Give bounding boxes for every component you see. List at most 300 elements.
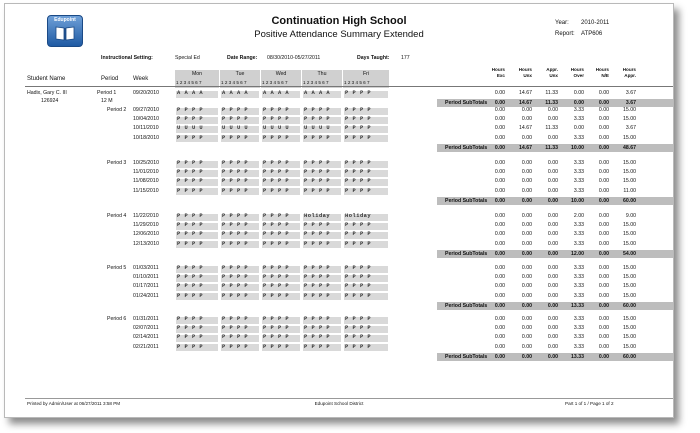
hours-column-header: Unx xyxy=(523,73,532,78)
attendance-pattern: P P P P xyxy=(263,265,290,271)
attendance-pattern: P P P P xyxy=(345,231,372,238)
hours-value: 0.00 xyxy=(494,116,505,123)
week-date: 02/14/2011 xyxy=(133,334,159,341)
attendance-pattern: P P P P xyxy=(304,274,331,281)
attendance-pattern: P P P P xyxy=(345,240,372,247)
week-date: 11/15/2010 xyxy=(133,187,159,194)
week-date: 01/10/2011 xyxy=(133,274,159,281)
hours-column-header: Unx xyxy=(549,73,558,78)
attendance-pattern: P P P P xyxy=(222,160,249,166)
hours-column-header: Appr. xyxy=(624,73,636,78)
hours-value: 3.33 xyxy=(573,334,584,341)
hours-value: 0.00 xyxy=(547,160,558,166)
subtotal-value: 10.00 xyxy=(571,144,584,151)
attendance-pattern: A A A A xyxy=(222,90,249,96)
hours-value: 3.33 xyxy=(573,222,584,229)
hours-value: 0.00 xyxy=(547,178,558,185)
attendance-pattern: P P P P xyxy=(304,334,331,341)
hours-value: 15.00 xyxy=(623,334,636,341)
subtotal-value: 0.00 xyxy=(494,197,505,204)
date-range-value: 08/30/2010-05/27/2011 xyxy=(267,55,321,61)
attendance-pattern: P P P P xyxy=(222,134,249,141)
period-label: Period 4 xyxy=(107,213,127,219)
attendance-pattern: P P P P xyxy=(222,240,249,247)
hours-value: 0.00 xyxy=(494,160,505,166)
attendance-pattern: P P P P xyxy=(345,178,372,185)
attendance-pattern: P P P P xyxy=(222,292,249,299)
attendance-pattern: P P P P xyxy=(304,187,331,194)
hours-value: 0.00 xyxy=(598,283,609,290)
hours-value: 0.00 xyxy=(547,222,558,229)
subtotal-value: 0.00 xyxy=(598,302,609,309)
attendance-pattern: P P P P xyxy=(177,325,204,332)
attendance-pattern: P P P P xyxy=(345,107,372,113)
attendance-pattern: P P P P xyxy=(177,107,204,113)
attendance-pattern: P P P P xyxy=(222,283,249,290)
subtotal-value: 14.67 xyxy=(519,100,532,107)
hours-value: 3.67 xyxy=(625,90,636,96)
subtotal-value: 48.67 xyxy=(623,144,636,151)
attendance-pattern: P P P P xyxy=(222,187,249,194)
hours-value: 0.00 xyxy=(547,187,558,194)
hours-value: 0.00 xyxy=(573,125,584,132)
attendance-pattern: P P P P xyxy=(263,222,290,229)
attendance-pattern: Holiday xyxy=(304,213,331,219)
student-name-header: Student Name xyxy=(27,76,66,82)
attendance-pattern: P P P P xyxy=(304,325,331,332)
attendance-pattern: P P P P xyxy=(345,125,372,132)
period-subtotal-label: Period SubTotals xyxy=(445,302,488,309)
week-date: 01/17/2011 xyxy=(133,283,159,290)
week-date: 01/24/2011 xyxy=(133,292,159,299)
hours-value: 0.00 xyxy=(598,231,609,238)
attendance-pattern: P P P P xyxy=(177,213,204,219)
attendance-pattern: P P P P xyxy=(222,178,249,185)
instructional-setting-label: Instructional Setting: xyxy=(101,55,153,61)
hours-value: 0.00 xyxy=(547,116,558,123)
hours-value: 0.00 xyxy=(573,90,584,96)
subtotal-value: 0.00 xyxy=(494,250,505,257)
attendance-pattern: P P P P xyxy=(177,334,204,341)
day-numbers-fri: 1 2 3 4 5 6 7 xyxy=(344,80,370,85)
hours-value: 0.00 xyxy=(521,169,532,176)
hours-value: 0.00 xyxy=(598,169,609,176)
year-label: Year: xyxy=(555,20,569,26)
days-taught-value: 177 xyxy=(401,55,410,61)
hours-value: 0.00 xyxy=(521,107,532,113)
day-header-tue: Tue xyxy=(235,71,245,77)
hours-value: 0.00 xyxy=(547,169,558,176)
subtotal-value: 14.67 xyxy=(519,144,532,151)
hours-value: 0.00 xyxy=(494,240,505,247)
report-page xyxy=(4,3,674,418)
hours-value: 0.00 xyxy=(521,213,532,219)
week-date: 12/06/2010 xyxy=(133,231,159,238)
hours-value: 0.00 xyxy=(494,274,505,281)
attendance-pattern: P P P P xyxy=(345,187,372,194)
attendance-pattern: P P P P xyxy=(177,274,204,281)
attendance-pattern: P P P P xyxy=(263,292,290,299)
hours-value: 0.00 xyxy=(598,325,609,332)
hours-value: 0.00 xyxy=(547,283,558,290)
subtotal-value: 0.00 xyxy=(547,302,558,309)
hours-value: 15.00 xyxy=(623,107,636,113)
subtotal-value: 60.00 xyxy=(623,302,636,309)
header-rule xyxy=(25,86,673,87)
hours-column-header: Hours xyxy=(518,67,532,72)
day-numbers-mon: 1 2 3 4 5 6 7 xyxy=(176,80,202,85)
subtotal-value: 0.00 xyxy=(573,100,584,107)
hours-value: 3.33 xyxy=(573,274,584,281)
day-numbers-thu: 1 2 3 4 5 6 7 xyxy=(303,80,329,85)
hours-value: 0.00 xyxy=(494,213,505,219)
day-numbers-wed: 1 2 3 4 5 6 7 xyxy=(262,80,288,85)
attendance-pattern: P P P P xyxy=(177,343,204,350)
subtotal-value: 0.00 xyxy=(521,197,532,204)
hours-value: 15.00 xyxy=(623,292,636,299)
attendance-pattern: U U U U xyxy=(177,125,204,132)
hours-value: 3.33 xyxy=(573,134,584,141)
hours-value: 0.00 xyxy=(494,90,505,96)
hours-column-header: Hours xyxy=(622,67,636,72)
hours-value: 3.33 xyxy=(573,325,584,332)
attendance-pattern: P P P P xyxy=(222,169,249,176)
hours-value: 15.00 xyxy=(623,116,636,123)
week-date: 02/07/2011 xyxy=(133,325,159,332)
day-header-fri: Fri xyxy=(362,71,370,77)
hours-value: 0.00 xyxy=(547,292,558,299)
week-date: 11/29/2010 xyxy=(133,222,159,229)
attendance-pattern: U U U U xyxy=(263,125,290,132)
attendance-pattern: P P P P xyxy=(304,160,331,166)
attendance-pattern: P P P P xyxy=(263,240,290,247)
hours-value: 0.00 xyxy=(547,316,558,322)
hours-value: 0.00 xyxy=(494,169,505,176)
attendance-pattern: A A A A xyxy=(177,90,204,96)
attendance-pattern: P P P P xyxy=(345,316,372,322)
instructional-setting-value: Special Ed xyxy=(175,55,200,61)
attendance-pattern: P P P P xyxy=(345,90,372,96)
hours-value: 0.00 xyxy=(598,343,609,350)
student-grade-gender: 12 M xyxy=(101,98,113,104)
attendance-pattern: P P P P xyxy=(304,169,331,176)
hours-value: 0.00 xyxy=(547,334,558,341)
hours-value: 0.00 xyxy=(494,265,505,271)
attendance-pattern: P P P P xyxy=(263,334,290,341)
hours-value: 0.00 xyxy=(547,213,558,219)
report-code: ATP606 xyxy=(581,31,603,37)
week-date: 11/01/2010 xyxy=(133,169,159,176)
attendance-pattern: P P P P xyxy=(222,265,249,271)
hours-value: 0.00 xyxy=(494,283,505,290)
attendance-pattern: P P P P xyxy=(263,283,290,290)
attendance-pattern: A A A A xyxy=(263,90,290,96)
attendance-pattern: P P P P xyxy=(177,316,204,322)
attendance-pattern: P P P P xyxy=(263,325,290,332)
hours-value: 3.33 xyxy=(573,160,584,166)
attendance-pattern: P P P P xyxy=(345,274,372,281)
hours-value: 0.00 xyxy=(598,274,609,281)
period-subtotal-label: Period SubTotals xyxy=(445,100,488,107)
attendance-pattern: P P P P xyxy=(304,107,331,113)
hours-value: 3.33 xyxy=(573,240,584,247)
subtotal-value: 0.00 xyxy=(598,144,609,151)
hours-value: 9.00 xyxy=(625,213,636,219)
hours-value: 0.00 xyxy=(521,160,532,166)
hours-value: 11.33 xyxy=(545,90,558,96)
report-title: Positive Attendance Summary Extended xyxy=(254,29,424,40)
day-header-wed: Wed xyxy=(275,71,287,77)
hours-value: 0.00 xyxy=(547,343,558,350)
hours-value: 0.00 xyxy=(547,325,558,332)
attendance-pattern: P P P P xyxy=(345,283,372,290)
hours-value: 3.33 xyxy=(573,292,584,299)
week-date: 01/03/2011 xyxy=(133,265,159,271)
hours-value: 15.00 xyxy=(623,283,636,290)
attendance-pattern: P P P P xyxy=(263,134,290,141)
hours-column-header: N/E xyxy=(601,73,609,78)
hours-value: 0.00 xyxy=(494,178,505,185)
hours-value: 15.00 xyxy=(623,134,636,141)
hours-value: 0.00 xyxy=(598,334,609,341)
day-header-mon: Mon xyxy=(191,71,203,77)
hours-value: 0.00 xyxy=(598,160,609,166)
subtotal-value: 10.00 xyxy=(571,197,584,204)
date-range-label: Date Range: xyxy=(227,55,258,61)
hours-value: 14.67 xyxy=(519,90,532,96)
hours-value: 0.00 xyxy=(598,134,609,141)
period-label: Period 2 xyxy=(107,107,127,113)
hours-value: 3.33 xyxy=(573,169,584,176)
hours-value: 3.33 xyxy=(573,316,584,322)
hours-column-header: Hours xyxy=(491,67,505,72)
attendance-pattern: P P P P xyxy=(345,116,372,123)
attendance-pattern: P P P P xyxy=(304,292,331,299)
attendance-pattern: P P P P xyxy=(304,222,331,229)
attendance-pattern: P P P P xyxy=(177,283,204,290)
hours-value: 15.00 xyxy=(623,316,636,322)
attendance-pattern: P P P P xyxy=(222,231,249,238)
footer-rule xyxy=(25,398,673,399)
hours-value: 0.00 xyxy=(521,240,532,247)
hours-value: 0.00 xyxy=(598,116,609,123)
subtotal-value: 12.00 xyxy=(571,250,584,257)
hours-value: 14.67 xyxy=(519,125,532,132)
subtotal-value: 11.33 xyxy=(545,100,558,107)
hours-value: 0.00 xyxy=(598,107,609,113)
subtotal-value: 0.00 xyxy=(494,302,505,309)
subtotal-value: 13.33 xyxy=(571,353,584,360)
week-date: 09/20/2010 xyxy=(133,90,159,96)
attendance-pattern: P P P P xyxy=(222,213,249,219)
attendance-pattern: P P P P xyxy=(263,343,290,350)
day-numbers-tue: 1 2 3 4 5 6 7 xyxy=(221,80,247,85)
hours-value: 0.00 xyxy=(598,265,609,271)
hours-value: 0.00 xyxy=(494,292,505,299)
hours-value: 0.00 xyxy=(521,187,532,194)
hours-value: 0.00 xyxy=(521,274,532,281)
hours-value: 15.00 xyxy=(623,274,636,281)
hours-value: 0.00 xyxy=(598,187,609,194)
subtotal-value: 0.00 xyxy=(547,197,558,204)
subtotal-value: 0.00 xyxy=(494,353,505,360)
attendance-pattern: P P P P xyxy=(263,231,290,238)
attendance-pattern: P P P P xyxy=(345,343,372,350)
attendance-pattern: P P P P xyxy=(222,325,249,332)
attendance-pattern: P P P P xyxy=(304,283,331,290)
attendance-pattern: U U U U xyxy=(304,125,331,132)
hours-value: 0.00 xyxy=(598,213,609,219)
hours-column-header: Appr. xyxy=(546,67,558,72)
week-date: 12/13/2010 xyxy=(133,240,159,247)
attendance-pattern: P P P P xyxy=(222,116,249,123)
school-name: Continuation High School xyxy=(271,15,407,27)
attendance-pattern: P P P P xyxy=(263,178,290,185)
attendance-pattern: P P P P xyxy=(177,231,204,238)
attendance-pattern: P P P P xyxy=(177,240,204,247)
subtotal-value: 0.00 xyxy=(521,250,532,257)
attendance-pattern: P P P P xyxy=(263,107,290,113)
subtotal-value: 60.00 xyxy=(623,353,636,360)
hours-value: 0.00 xyxy=(494,134,505,141)
hours-value: 3.33 xyxy=(573,231,584,238)
student-name: Hadix, Gary C. III xyxy=(27,90,67,96)
attendance-pattern: P P P P xyxy=(177,222,204,229)
attendance-pattern: P P P P xyxy=(263,274,290,281)
hours-value: 11.33 xyxy=(545,125,558,132)
year-value: 2010-2011 xyxy=(581,20,610,26)
hours-value: 15.00 xyxy=(623,222,636,229)
hours-value: 3.33 xyxy=(573,283,584,290)
subtotal-value: 11.33 xyxy=(545,144,558,151)
hours-value: 0.00 xyxy=(521,178,532,185)
attendance-pattern: P P P P xyxy=(304,116,331,123)
attendance-pattern: P P P P xyxy=(177,160,204,166)
hours-value: 3.33 xyxy=(573,116,584,123)
hours-value: 0.00 xyxy=(494,125,505,132)
hours-value: 15.00 xyxy=(623,240,636,247)
attendance-pattern: P P P P xyxy=(263,187,290,194)
attendance-pattern: P P P P xyxy=(177,292,204,299)
attendance-pattern: P P P P xyxy=(304,316,331,322)
hours-value: 0.00 xyxy=(521,231,532,238)
subtotal-value: 3.67 xyxy=(625,100,636,107)
attendance-pattern: P P P P xyxy=(263,169,290,176)
hours-value: 15.00 xyxy=(623,178,636,185)
hours-column-header: Exc xyxy=(496,73,505,78)
hours-value: 0.00 xyxy=(494,334,505,341)
attendance-pattern: P P P P xyxy=(177,187,204,194)
week-date: 11/08/2010 xyxy=(133,178,159,185)
period-subtotal-label: Period SubTotals xyxy=(445,250,488,257)
attendance-pattern: P P P P xyxy=(345,222,372,229)
attendance-pattern: P P P P xyxy=(263,213,290,219)
subtotal-value: 54.00 xyxy=(623,250,636,257)
week-date: 02/21/2011 xyxy=(133,343,159,350)
hours-value: 0.00 xyxy=(521,134,532,141)
hours-value: 15.00 xyxy=(623,169,636,176)
hours-value: 2.00 xyxy=(573,213,584,219)
attendance-pattern: P P P P xyxy=(222,343,249,350)
footer-page-count: Part 1 of 1 / Page 1 of 2 xyxy=(565,401,614,406)
attendance-pattern: P P P P xyxy=(222,316,249,322)
days-taught-label: Days Taught: xyxy=(357,55,390,61)
attendance-pattern: P P P P xyxy=(222,107,249,113)
day-header-thu: Thu xyxy=(317,71,327,77)
hours-value: 0.00 xyxy=(494,325,505,332)
hours-value: 3.33 xyxy=(573,343,584,350)
attendance-pattern: Holiday xyxy=(345,213,372,219)
hours-value: 0.00 xyxy=(547,134,558,141)
attendance-pattern: P P P P xyxy=(345,325,372,332)
attendance-pattern: P P P P xyxy=(345,334,372,341)
attendance-pattern: P P P P xyxy=(304,178,331,185)
subtotal-value: 0.00 xyxy=(547,250,558,257)
attendance-pattern: P P P P xyxy=(345,265,372,271)
hours-value: 0.00 xyxy=(521,316,532,322)
hours-column-header: Hours xyxy=(595,67,609,72)
week-date: 10/04/2010 xyxy=(133,116,159,123)
attendance-pattern: P P P P xyxy=(263,116,290,123)
subtotal-value: 0.00 xyxy=(598,353,609,360)
hours-value: 0.00 xyxy=(598,222,609,229)
hours-value: 3.67 xyxy=(625,125,636,132)
period-subtotal-label: Period SubTotals xyxy=(445,353,488,360)
period-subtotal-label: Period SubTotals xyxy=(445,144,488,151)
hours-value: 15.00 xyxy=(623,231,636,238)
footer-printed-by: Printed by Admin/User at 06/27/2011 3:58 PM xyxy=(27,401,121,406)
hours-value: 0.00 xyxy=(521,334,532,341)
hours-value: 0.00 xyxy=(521,283,532,290)
week-date: 10/25/2010 xyxy=(133,160,159,166)
hours-value: 3.33 xyxy=(573,265,584,271)
attendance-pattern: P P P P xyxy=(304,231,331,238)
footer-district: Edupoint School District xyxy=(314,401,364,406)
hours-value: 0.00 xyxy=(547,274,558,281)
hours-value: 0.00 xyxy=(494,222,505,229)
attendance-pattern: P P P P xyxy=(345,160,372,166)
week-date: 10/18/2010 xyxy=(133,134,159,141)
hours-value: 15.00 xyxy=(623,265,636,271)
attendance-pattern: P P P P xyxy=(222,222,249,229)
period-header: Period xyxy=(101,76,119,82)
hours-column-header: Over xyxy=(573,73,584,78)
hours-value: 0.00 xyxy=(521,265,532,271)
hours-value: 0.00 xyxy=(598,178,609,185)
attendance-pattern: P P P P xyxy=(177,134,204,141)
hours-value: 0.00 xyxy=(521,292,532,299)
hours-value: 15.00 xyxy=(623,160,636,166)
hours-value: 0.00 xyxy=(547,231,558,238)
hours-value: 0.00 xyxy=(521,222,532,229)
hours-value: 0.00 xyxy=(494,187,505,194)
week-date: 09/27/2010 xyxy=(133,107,159,113)
hours-value: 0.00 xyxy=(494,343,505,350)
hours-value: 0.00 xyxy=(521,343,532,350)
subtotal-value: 0.00 xyxy=(494,144,505,151)
attendance-pattern: P P P P xyxy=(345,134,372,141)
week-date: 01/31/2011 xyxy=(133,316,159,322)
hours-value: 0.00 xyxy=(598,90,609,96)
hours-value: 11.00 xyxy=(623,187,636,194)
attendance-pattern: P P P P xyxy=(222,274,249,281)
attendance-pattern: A A A A xyxy=(304,90,331,96)
subtotal-value: 0.00 xyxy=(598,250,609,257)
subtotal-value: 60.00 xyxy=(623,197,636,204)
attendance-pattern: P P P P xyxy=(263,160,290,166)
attendance-pattern: P P P P xyxy=(304,265,331,271)
attendance-pattern: P P P P xyxy=(177,178,204,185)
